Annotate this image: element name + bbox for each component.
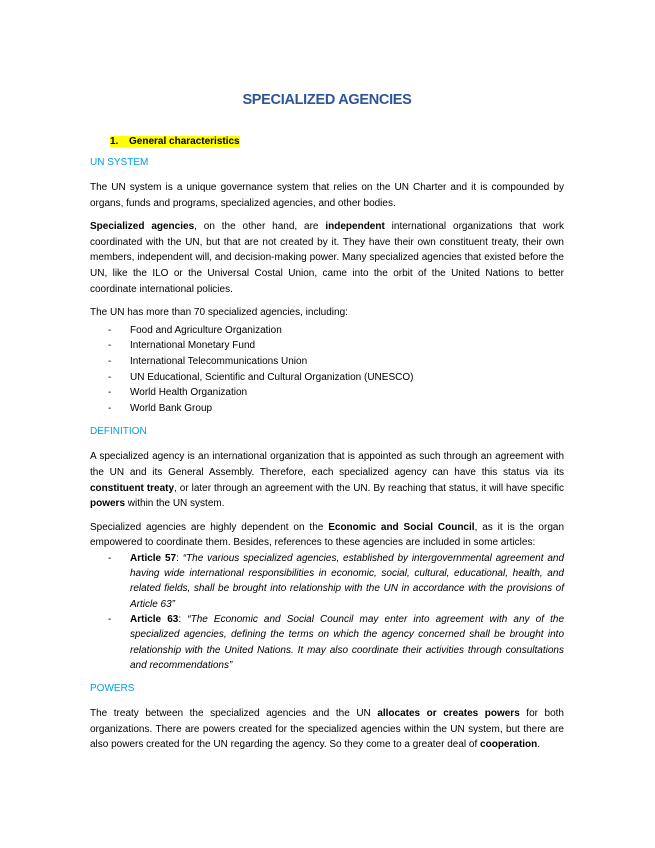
list-item bbox=[90, 370, 564, 386]
agency-list bbox=[90, 323, 564, 417]
list-item bbox=[90, 354, 564, 370]
dash-bullet: - bbox=[108, 387, 112, 399]
dash-bullet: - bbox=[108, 324, 112, 336]
subheading-powers: POWERS bbox=[90, 683, 135, 695]
bold-term: cooperation bbox=[480, 739, 538, 751]
paragraph-un-system-intro: The UN system is a unique governance system that relies on the UN Charter and it is compounded by organs, funds and programs, specialized agencies, and other bodies. bbox=[90, 182, 564, 209]
article-list bbox=[90, 551, 564, 673]
list-item-text: International Monetary Fund bbox=[130, 340, 256, 352]
article-separator: : bbox=[176, 552, 183, 564]
text-run: A specialized agency is an international organization that is appointed as such through an agreement with the UN and its General Assembly. Therefore, each specialized agency can have this status via its bbox=[90, 451, 564, 478]
list-item-text: International Telecommunications Union bbox=[130, 355, 308, 367]
text-run: . bbox=[537, 739, 541, 751]
list-item-text: UN Educational, Scientific and Cultural Organization (UNESCO) bbox=[130, 371, 414, 383]
article-separator: : bbox=[178, 614, 188, 626]
text-run: , as it is the organ empowered to coordinate them. Besides, references to these agencies are included in some articles: bbox=[90, 521, 565, 549]
text-run: , or later through an agreement with the UN. By reaching that status, it will have specific bbox=[174, 482, 564, 494]
dash-bullet: - bbox=[108, 371, 112, 383]
list-item bbox=[90, 323, 564, 339]
text-run: The treaty between the specialized agencies and the UN bbox=[90, 708, 378, 720]
bold-term: Specialized agencies bbox=[90, 221, 195, 233]
highlighted-heading bbox=[110, 136, 240, 147]
bold-term: constituent treaty bbox=[90, 482, 175, 494]
paragraph-ecosoc bbox=[90, 520, 564, 551]
list-item bbox=[90, 385, 564, 401]
text-run: international organizations that work coordinated with the UN, but that are not created by it. They have their own constituent treaty, their own members, independent will, and decision-making power. Many specialized agencies that existed before the UN, like the ILO or the Universal Costal Union, came into the orbit of the United Nations to better coordinate international policies. bbox=[90, 221, 564, 295]
subheading-un-system: UN SYSTEM bbox=[90, 157, 149, 168]
page-title: SPECIALIZED AGENCIES bbox=[242, 92, 412, 108]
article-label: Article 57 bbox=[130, 552, 177, 564]
text-run: for both organizations. There are powers created for the specialized agencies within the UN system, but there are also powers created for the UN regarding the agency. So they come to a greater deal of bbox=[90, 708, 564, 751]
text-run: within the UN system. bbox=[125, 498, 225, 510]
subheading-definition: DEFINITION bbox=[90, 426, 147, 438]
document-content bbox=[90, 90, 564, 761]
section-heading bbox=[90, 134, 564, 150]
paragraph-specialized-agencies bbox=[90, 219, 564, 297]
section-label: General characteristics bbox=[129, 136, 240, 147]
paragraph-definition bbox=[90, 449, 564, 511]
text-run: Specialized agencies are highly dependent on the bbox=[90, 521, 329, 533]
dash-bullet: - bbox=[108, 340, 112, 352]
dash-bullet: - bbox=[108, 402, 112, 414]
article-label: Article 63 bbox=[130, 614, 179, 626]
list-item-text: World Health Organization bbox=[130, 387, 248, 399]
list-item bbox=[90, 401, 564, 417]
dash-bullet: - bbox=[108, 355, 112, 367]
article-item bbox=[90, 612, 564, 673]
text-run: , on the other hand, are bbox=[194, 221, 326, 233]
article-quote: “The various specialized agencies, established by intergovernmental agreement and having wide international responsibilities in economic, social, cultural, educational, health, and related fields, shall be brought into relationship with the UN in accordance with the provisions of Article 63” bbox=[130, 552, 565, 610]
list-item-text: World Bank Group bbox=[130, 402, 213, 414]
dash-bullet: - bbox=[108, 552, 112, 564]
list-item bbox=[90, 338, 564, 354]
section-number: 1. bbox=[110, 136, 119, 147]
bold-term: independent bbox=[325, 221, 385, 233]
article-quote: “The Economic and Social Council may enter into agreement with any of the specialized agencies, defining the terms on which the agency concerned shall be brought into relationship with the United Nations. It may also coordinate their activities through consultations and recommendations” bbox=[130, 614, 565, 671]
list-item-text: Food and Agriculture Organization bbox=[130, 324, 282, 336]
paragraph-powers bbox=[90, 706, 564, 753]
paragraph-agency-count: The UN has more than 70 specialized agencies, including: bbox=[90, 307, 348, 319]
article-item bbox=[90, 551, 564, 612]
dash-bullet: - bbox=[108, 614, 112, 626]
bold-term: allocates or creates powers bbox=[377, 708, 520, 720]
bold-term: powers bbox=[90, 498, 126, 510]
bold-term: Economic and Social Council bbox=[328, 521, 475, 533]
